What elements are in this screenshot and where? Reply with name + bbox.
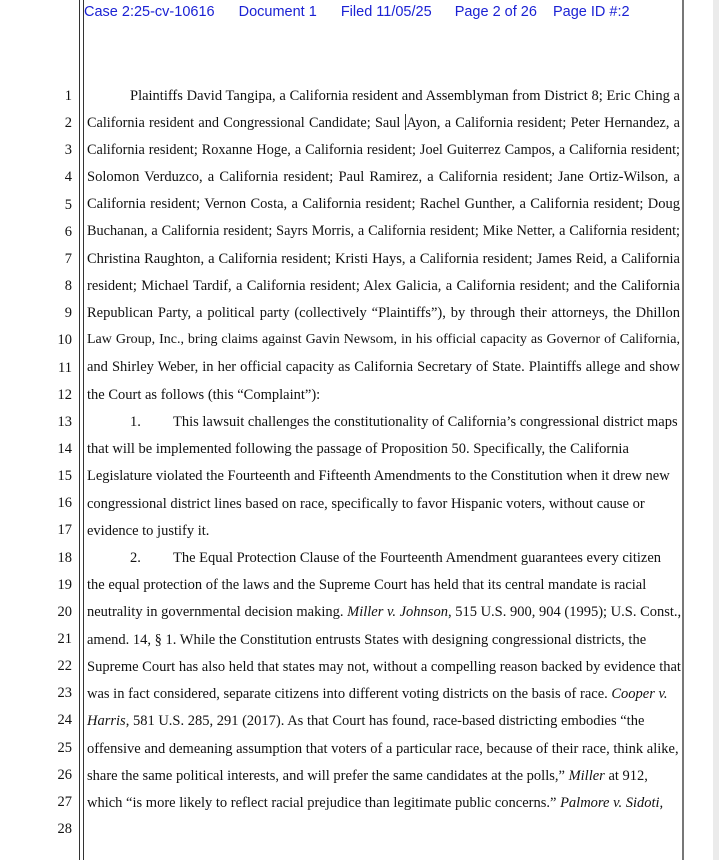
text-line: Solomon Verduzco, a California resident; Paul Ramirez, a California resident; Jane Ortiz-Wilson, a [87,169,680,185]
line-number: 8 [64,278,72,294]
case-citation: Palmore v. Sidoti, [560,795,664,811]
text-line: the Court as follows (this “Complaint”): [87,387,321,403]
line-number: 14 [57,441,72,457]
text-line: Plaintiffs David Tangipa, a California resident and Assemblyman from District 8; Eric Ching a [130,88,680,104]
line-number: 16 [57,495,72,511]
text-line: amend. 14, § 1. While the Constitution entrusts States with designing congressional districts, the [87,632,647,648]
line-number: 20 [57,604,72,620]
line-number: 19 [57,577,72,593]
text-line: Christina Raughton, a California resident; Kristi Hays, a California resident; James Reid, a California [87,251,680,267]
line-number: 18 [57,550,72,566]
line-number: 27 [57,794,72,810]
filed-date: Filed 11/05/25 [340,4,432,20]
text-line: Buchanan, a California resident; Sayrs Morris, a California resident; Mike Netter, a California resident; [87,223,680,239]
text-line: offensive and demeaning assumption that voters of a particular race, because of their race, think alike, [87,741,679,757]
text-line: Legislature violated the Fourteenth and Fifteenth Amendments to the Constitution when it drew new [87,468,670,484]
text-line: the equal protection of the laws and the Supreme Court has held that its central mandate is racial [87,577,647,593]
text-line: which “is more likely to reflect racial prejudice than legitimate public concerns.” Palmore v. Sidoti, [87,795,664,811]
text-line: share the same political interests, and will prefer the same candidates at the polls,” Miller at 912, [87,768,648,784]
text-line: neutrality in governmental decision making. Miller v. Johnson, 515 U.S. 900, 904 (1995); U.S. Const., [87,604,682,620]
line-number: 12 [57,387,72,403]
line-number: 2 [64,115,72,131]
right-margin-line [682,0,684,860]
line-number: 22 [57,658,72,674]
line-number: 13 [57,414,72,430]
text-line: California resident; Roxanne Hoge, a California resident; Joel Guiterrez Campos, a California resident; [87,142,680,158]
text-line: congressional district lines based on race, specifically to favor Hispanic voters, without cause or [87,496,645,512]
left-margin-line [79,0,80,860]
text-line: Republican Party, a political party (collectively “Plaintiffs”), by through their attorneys, the Dhillon [87,305,680,321]
page-id: Page ID #:2 [552,4,630,20]
text-line: that will be implemented following the passage of Proposition 50. Specifically, the California [87,441,629,457]
text-line: evidence to justify it. [87,523,210,539]
text-line: and Shirley Weber, in her official capacity as California Secretary of State. Plaintiffs allege and show [87,359,680,375]
page-count: Page 2 of 26 [454,4,537,20]
line-number: 4 [64,169,72,185]
paragraph-number: 2. [130,550,141,566]
case-citation: Miller v. Johnson [347,604,448,620]
case-citation: Miller [568,768,605,784]
paragraph-1-first-line: 1. This lawsuit challenges the constitutionality of California’s congressional district maps [130,414,678,430]
line-number: 7 [64,251,72,267]
text-line: was in fact considered, separate citizens into different voting districts on the basis of race. Cooper v. [87,686,668,702]
document-number: Document 1 [238,4,317,20]
line-number: 6 [64,224,72,240]
text-line: Law Group, Inc., bring claims against Gavin Newsom, in his official capacity as Governor of California, [87,332,680,347]
line-number: 9 [64,305,72,321]
line-number: 10 [57,332,72,348]
line-number: 5 [64,197,72,213]
left-margin-line-inner [83,0,84,860]
line-number: 26 [57,767,72,783]
line-number: 17 [57,522,72,538]
text-line: resident; Michael Tardif, a California resident; Alex Galicia, a California resident; and the California [87,278,680,294]
text-line: Harris, 581 U.S. 285, 291 (2017). As that Court has found, race-based districting embodies “the [87,713,645,729]
paragraph-number: 1. [130,414,141,430]
line-number: 3 [64,142,72,158]
line-number: 25 [57,740,72,756]
line-number: 24 [57,712,72,728]
ecf-header [84,2,630,22]
line-number: 11 [58,360,72,376]
line-number: 28 [57,821,72,837]
case-citation: Cooper v. [611,686,668,702]
line-number: 15 [57,468,72,484]
text-line: California resident and Congressional Candidate; Saul Ayon, a California resident; Peter Hernandez, a [87,115,680,131]
line-number: 21 [57,631,72,647]
scrollbar-track[interactable] [713,0,719,860]
text-line: Supreme Court has also held that states may not, without a compelling reason backed by evidence that [87,659,681,675]
case-number: Case 2:25-cv-10616 [84,4,215,20]
paragraph-2-first-line: 2. The Equal Protection Clause of the Fourteenth Amendment guarantees every citizen [130,550,662,566]
text-line: California resident; Vernon Costa, a California resident; Rachel Gunther, a California resident; Doug [87,196,680,212]
line-number: 23 [57,685,72,701]
line-number: 1 [64,88,72,104]
case-citation: Harris [87,713,126,729]
